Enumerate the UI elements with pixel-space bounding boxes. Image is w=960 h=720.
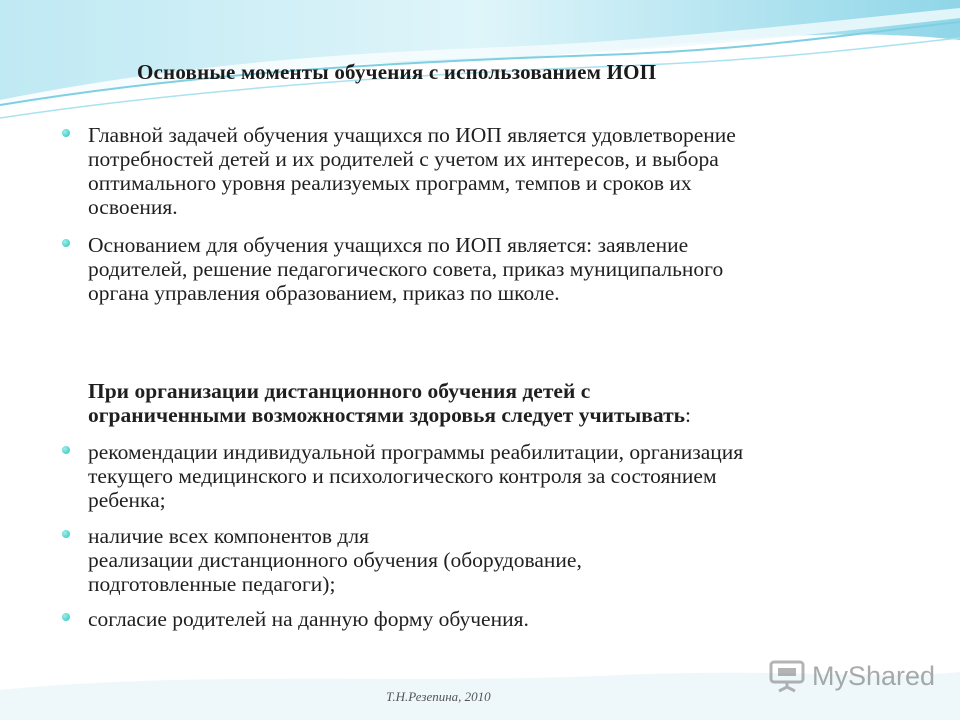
line: органа управления образованием, приказ по школе. bbox=[88, 281, 560, 305]
list-item bbox=[88, 607, 918, 631]
presentation-icon bbox=[768, 659, 806, 693]
line: потребностей детей и их родителей с учетом их интересов, и выбора bbox=[88, 147, 719, 171]
line: реализации дистанционного обучения (оборудование, bbox=[88, 548, 582, 572]
line: Основанием для обучения учащихся по ИОП является: заявление bbox=[88, 233, 689, 257]
section-subheading bbox=[88, 379, 888, 427]
slide-title: Основные моменты обучения с использованием ИОП bbox=[137, 60, 657, 84]
line: наличие всех компонентов для bbox=[88, 524, 369, 548]
list-item bbox=[88, 524, 918, 596]
watermark-logo bbox=[768, 656, 935, 696]
subheading-colon: : bbox=[685, 403, 692, 427]
bullet-dot-icon bbox=[62, 239, 70, 247]
line: рекомендации индивидуальной программы реабилитации, организация bbox=[88, 440, 744, 464]
subheading-text: ограниченными возможностями здоровья следует учитывать bbox=[88, 403, 686, 427]
line: освоения. bbox=[88, 195, 178, 219]
line: ребенка; bbox=[88, 488, 166, 512]
bullet-dot-icon bbox=[62, 530, 70, 538]
bullet-dot-icon bbox=[62, 613, 70, 621]
list-item bbox=[88, 123, 918, 219]
line: Главной задачей обучения учащихся по ИОП является удовлетворение bbox=[88, 123, 736, 147]
bullet-dot-icon bbox=[62, 129, 70, 137]
slide-footer: Т.Н.Резепина, 2010 bbox=[386, 689, 491, 704]
subheading-line bbox=[88, 403, 888, 427]
bullet-dot-icon bbox=[62, 446, 70, 454]
line: родителей, решение педагогического совета, приказ муниципального bbox=[88, 257, 724, 281]
list-item bbox=[88, 440, 918, 512]
list-item bbox=[88, 233, 918, 305]
line: согласие родителей на данную форму обучения. bbox=[88, 607, 529, 631]
line: подготовленные педагоги); bbox=[88, 572, 336, 596]
line: оптимального уровня реализуемых программ, темпов и сроков их bbox=[88, 171, 692, 195]
watermark-text: MyShared bbox=[812, 660, 936, 691]
line: текущего медицинского и психологического контроля за состоянием bbox=[88, 464, 717, 488]
subheading-line: При организации дистанционного обучения детей с bbox=[88, 379, 591, 403]
